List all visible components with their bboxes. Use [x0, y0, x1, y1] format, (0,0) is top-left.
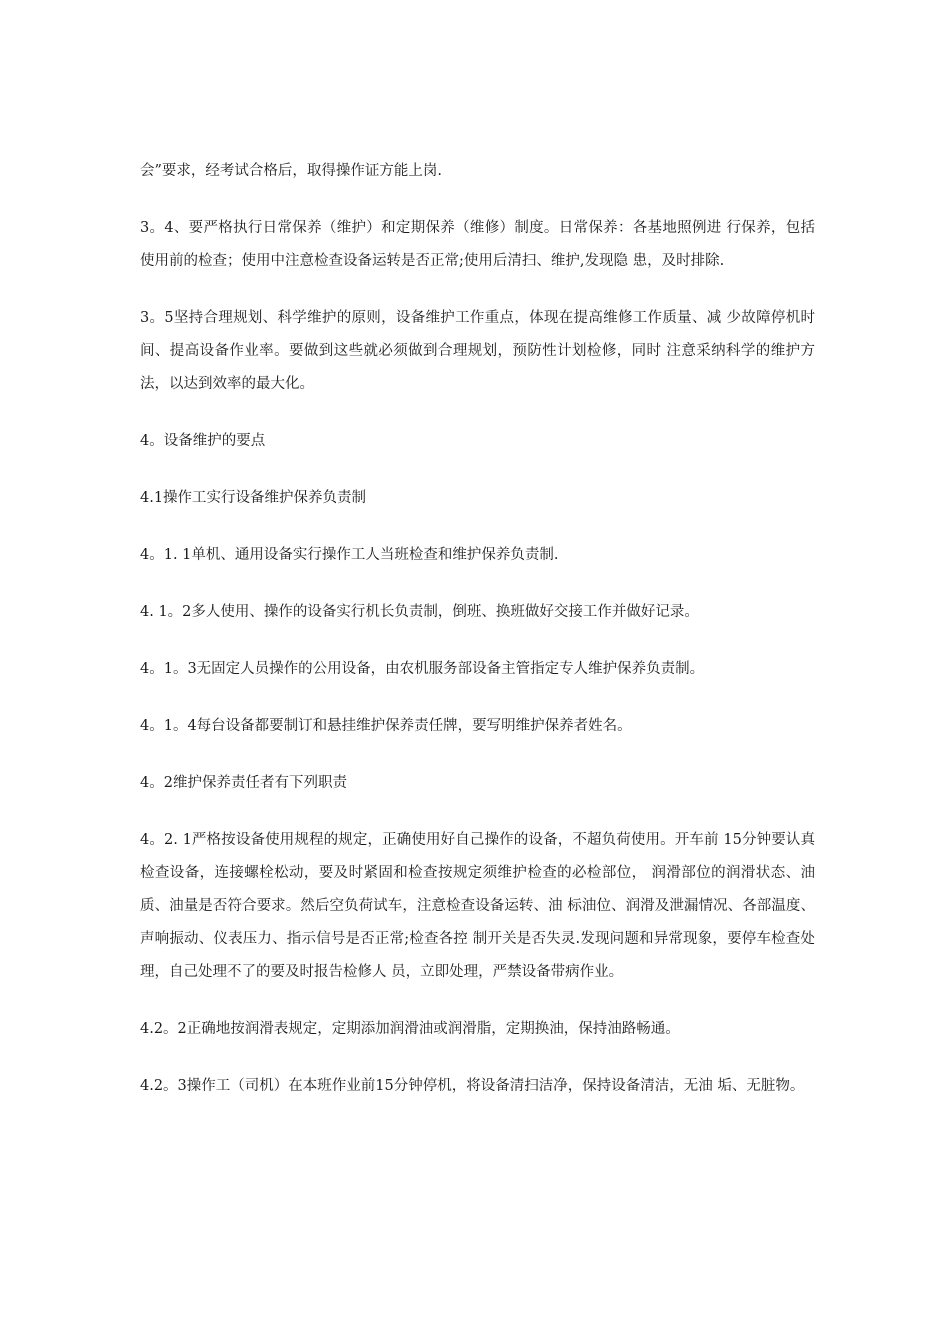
heading-4-1: 4.1操作工实行设备维护保养负责制: [140, 490, 367, 506]
paragraph-4-2-1: 4。2. 1严格按设备使用规程的规定，正确使用好自己操作的设备，不超负荷使用。开车前 15分钟要认真检查设备，连接螺栓松动，要及时紧固和检查按规定须维护检查的必检部位， 润滑部位的润滑状态、油质、油量是否符合要求。然后空负荷试车，注意检查设备运转、油 标油位、润滑及泄漏情况、各部温度、声响振动、仪表压力、指示信号是否正常;检查各控 制开关是否失灵.发现问题和异常现象，要停车检查处理，自己处理不了的要及时报告检修人 员，立即处理，严禁设备带病作业。: [140, 832, 815, 980]
paragraph-3-5: 3。5坚持合理规划、科学维护的原则，设备维护工作重点，体现在提高维修工作质量、减 少故障停机时间、提高设备作业率。要做到这些就必须做到合理规划，预防性计划检修，同时 注意采纳科学的维护方法，以达到效率的最大化。: [140, 310, 815, 392]
paragraph-4-2-3: 4.2。3操作工（司机）在本班作业前15分钟停机，将设备清扫洁净，保持设备清洁，无油 垢、无脏物。: [140, 1078, 805, 1094]
paragraph-4-2-2: 4.2。2正确地按润滑表规定，定期添加润滑油或润滑脂，定期换油，保持油路畅通。: [140, 1021, 680, 1037]
paragraph-1: 会”要求，经考试合格后，取得操作证方能上岗.: [140, 163, 443, 179]
paragraph-4-1-3: 4。1。3无固定人员操作的公用设备，由农机服务部设备主管指定专人维护保养负责制。: [140, 661, 705, 677]
heading-4: 4。设备维护的要点: [140, 433, 266, 449]
paragraph-4-1-2: 4. 1。2多人使用、操作的设备实行机长负责制，倒班、换班做好交接工作并做好记录。: [140, 604, 699, 620]
heading-4-2: 4。2维护保养责任者有下列职责: [140, 775, 347, 791]
paragraph-4-1-4: 4。1。4每台设备都要制订和悬挂维护保养责任牌，要写明维护保养者姓名。: [140, 718, 632, 734]
paragraph-3-4: 3。4、要严格执行日常保养（维护）和定期保养（维修）制度。日常保养：各基地照例进 行保养，包括使用前的检查；使用中注意检查设备运转是否正常;使用后清扫、维护,发现隐 患，及时排除.: [140, 220, 815, 269]
document-body: [140, 155, 815, 1127]
paragraph-4-1-1: 4。1. 1单机、通用设备实行操作工人当班检查和维护保养负责制.: [140, 547, 559, 563]
